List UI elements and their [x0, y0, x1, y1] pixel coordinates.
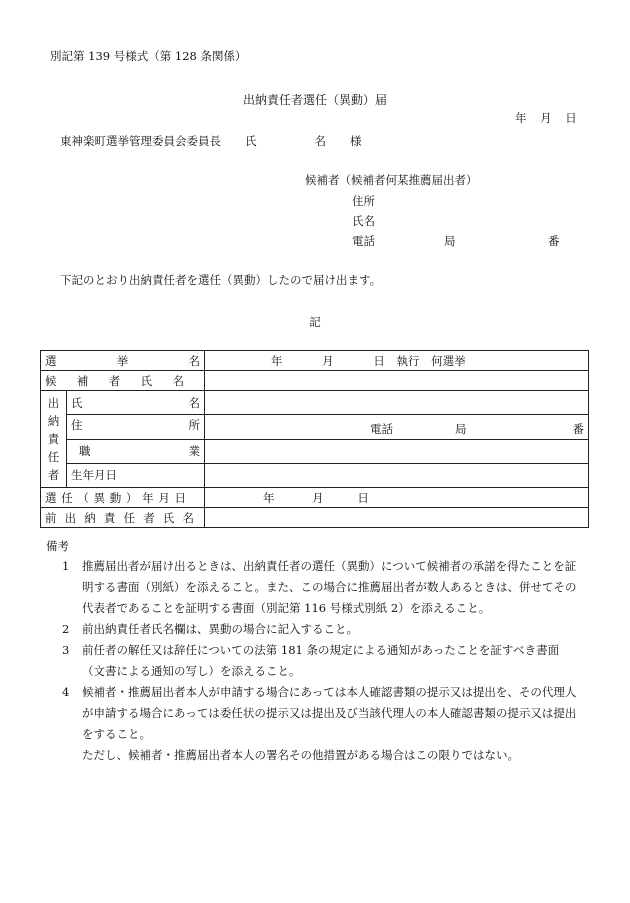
- treasurer-form-table: [40, 350, 589, 528]
- note-1-text: 推薦届出者が届け出るときは、出納責任者の選任（異動）について候補者の承諾を得たことを証明する書面（別紙）を添えること。また、この場合に推薦届出者が数人あるときは、併せてその代表者であることを証明する書面（別記第 116 号様式別紙 2）を添えること。: [82, 559, 577, 615]
- note-3-text: 前任者の解任又は辞任についての法第 181 条の規定による通知があったことを証すべき書面（文書による通知の写し）を添えること。: [82, 643, 560, 678]
- notice-text: 下記のとおり出納責任者を選任（異動）したので届け出ます。: [60, 273, 382, 287]
- appointment-date-label: [41, 488, 205, 508]
- treasurer-tel-line: [205, 421, 584, 437]
- candidate-tel-line: [352, 233, 560, 249]
- appointment-date-text: 選 任 （ 異 動 ） 年 月 日: [45, 490, 186, 505]
- candidate-heading: 候補者（候補者何某推薦届出者）: [305, 173, 478, 187]
- candidate-name-label: 氏名: [352, 214, 375, 228]
- table-row-occupation: [41, 439, 589, 463]
- treasurer-name-input[interactable]: [205, 391, 589, 415]
- note-2-text: 前出納責任者氏名欄は、異動の場合に記入すること。: [82, 622, 358, 636]
- table-row-treasurer-name: [41, 391, 589, 415]
- recipient-office: 東神楽町選挙管理委員会委員長: [60, 134, 221, 148]
- election-label-text: 選 挙 名: [45, 353, 200, 368]
- date-line: 年 月 日: [515, 111, 577, 125]
- form-number: 別記第 139 号様式（第 128 条関係）: [50, 49, 247, 63]
- treasurer-address-input[interactable]: [205, 415, 589, 439]
- note-3: [62, 640, 582, 682]
- birth-date-label: [67, 463, 205, 487]
- recipient-line: [60, 133, 362, 149]
- note-2: [62, 619, 582, 640]
- note-4-number: 4: [62, 685, 70, 699]
- candidate-ban-label: 番: [548, 234, 560, 248]
- treasurer-address-label: [67, 415, 205, 439]
- election-day: 日: [373, 353, 385, 368]
- election-label: [41, 351, 205, 371]
- tel-label: 電話: [370, 421, 393, 436]
- appointment-year: 年: [263, 490, 275, 505]
- previous-treasurer-input[interactable]: [205, 508, 589, 528]
- note-4: [62, 682, 582, 745]
- candidate-tel-label: 電話: [352, 234, 375, 248]
- group-char-4: 任: [47, 450, 60, 464]
- treasurer-address-text: 住 所: [71, 418, 200, 433]
- table-row-appointment: [41, 488, 589, 508]
- table-row-previous: [41, 508, 589, 528]
- table-row-candidate: [41, 371, 589, 391]
- recipient-mei: 名: [314, 134, 326, 148]
- note-4-text: 候補者・推薦届出者本人が申請する場合にあっては本人確認書類の提示又は提出を、その代理人が申請する場合にあっては委任状の提示又は提出及び当該代理人の本人確認書類の提示又は提出をすること。: [82, 685, 577, 741]
- group-char-3: 責: [47, 432, 60, 446]
- appointment-value: [209, 491, 369, 505]
- notes-title: 備考: [46, 539, 69, 553]
- group-char-1: 出: [47, 396, 60, 410]
- appointment-day: 日: [357, 490, 369, 505]
- occupation-input[interactable]: [205, 439, 589, 463]
- candidate-name-row-label: [41, 371, 205, 391]
- birth-date-input[interactable]: [205, 463, 589, 487]
- occupation-text: 職 業: [79, 444, 200, 459]
- group-char-5: 者: [47, 468, 60, 482]
- appointment-date-input[interactable]: [205, 488, 589, 508]
- candidate-kyoku-label: 局: [444, 234, 456, 248]
- election-shikko: 執行: [396, 353, 420, 368]
- note-1-number: 1: [62, 559, 70, 573]
- ban-label: 番: [572, 421, 584, 436]
- election-name: 何選挙: [431, 353, 466, 368]
- candidate-address-label: 住所: [352, 194, 375, 208]
- note-3-number: 3: [62, 643, 70, 657]
- treasurer-name-label: [67, 391, 205, 415]
- election-value-cell[interactable]: [205, 351, 589, 371]
- recipient-shi: 氏: [245, 134, 257, 148]
- group-char-2: 納: [47, 414, 60, 428]
- election-year: 年: [271, 353, 283, 368]
- note-1: [62, 556, 582, 619]
- treasurer-group-text: [41, 391, 66, 487]
- birth-date-text: 生年月日: [71, 468, 117, 483]
- treasurer-name-text: 氏 名: [71, 395, 200, 410]
- note-2-number: 2: [62, 622, 70, 636]
- proviso-text: ただし、候補者・推薦届出者本人の署名その他措置がある場合はこの限りではない。: [82, 748, 519, 762]
- treasurer-group-label: [41, 391, 67, 488]
- candidate-name-input[interactable]: [205, 371, 589, 391]
- previous-treasurer-label: [41, 508, 205, 528]
- candidate-name-row-text: 候 補 者 氏 名: [45, 373, 184, 388]
- election-month: 月: [322, 353, 334, 368]
- previous-treasurer-text: 前 出 納 責 任 者 氏 名: [45, 510, 194, 525]
- occupation-label: [67, 439, 205, 463]
- table-row-election: [41, 351, 589, 371]
- recipient-sama: 様: [350, 134, 362, 148]
- note-proviso: [62, 745, 582, 766]
- appointment-month: 月: [312, 490, 324, 505]
- election-value: [209, 354, 466, 368]
- table-row-birth: [41, 463, 589, 487]
- ki-heading: 記: [309, 315, 321, 329]
- kyoku-label: 局: [455, 421, 467, 436]
- table-row-treasurer-address: [41, 415, 589, 439]
- document-title: 出納責任者選任（異動）届: [242, 93, 387, 107]
